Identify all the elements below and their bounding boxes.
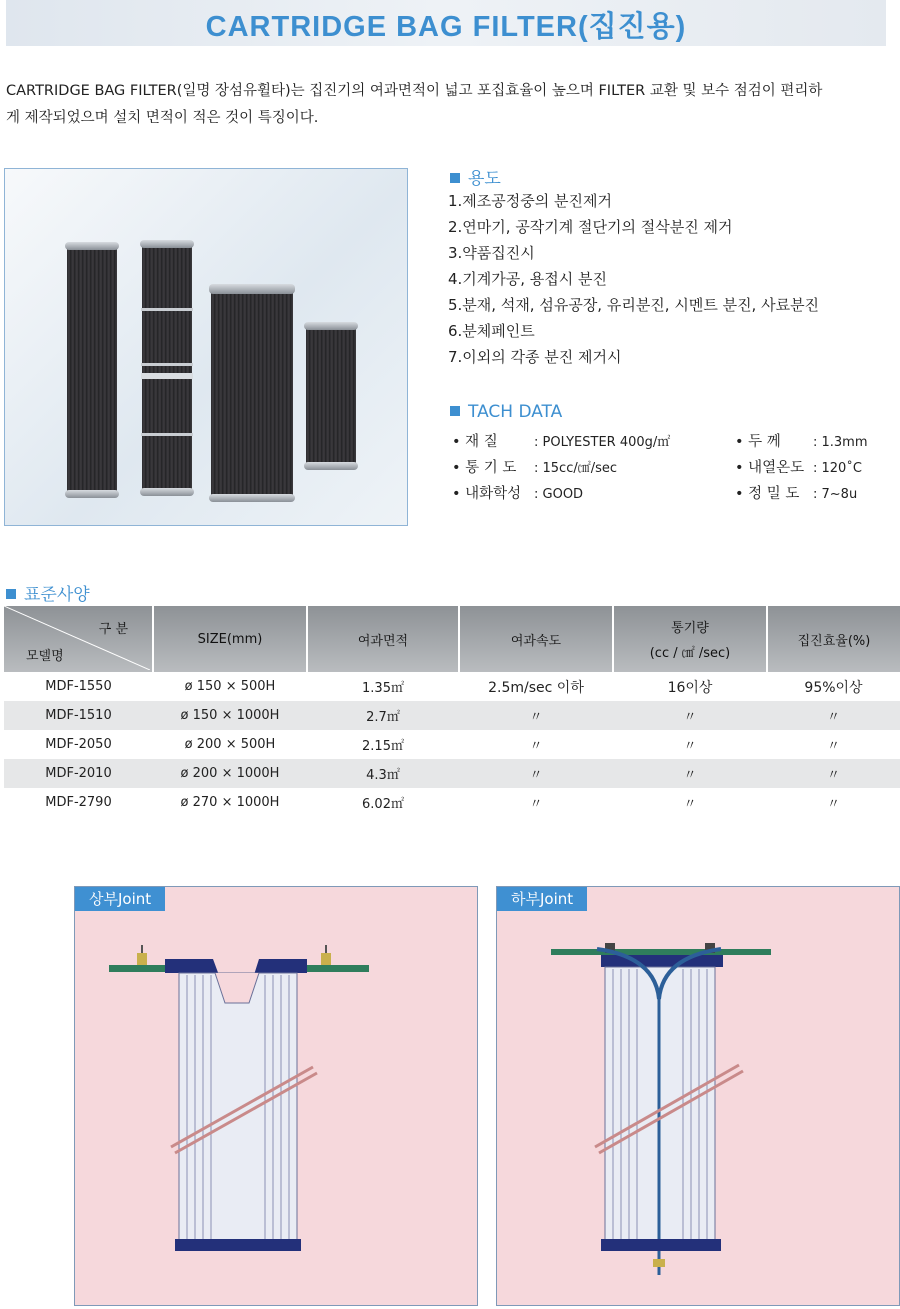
cell-efficiency: 95%이상 <box>767 672 900 701</box>
spec-thickness: • 두 께 : 1.3mm <box>735 434 868 450</box>
cell-speed: 〃 <box>459 730 613 759</box>
standard-spec-table <box>4 606 900 817</box>
lower-joint-diagram <box>496 886 900 1306</box>
lower-joint-illustration <box>497 887 900 1306</box>
cell-area: 6.02㎡ <box>307 788 459 817</box>
cell-model: MDF-1510 <box>4 701 153 730</box>
col-airflow-unit: (cc / ㎠ /sec) <box>649 646 731 661</box>
col-airflow <box>613 606 767 672</box>
cell-model: MDF-1550 <box>4 672 153 701</box>
spec-precision: • 정 밀 도 : 7~8u <box>735 486 858 502</box>
cell-efficiency: 〃 <box>767 730 900 759</box>
square-bullet-icon <box>450 173 460 183</box>
upper-joint-illustration <box>75 887 478 1306</box>
col-filter-area: 여과면적 <box>307 606 459 672</box>
cell-airflow: 16이상 <box>613 672 767 701</box>
cell-size: ø 150 × 500H <box>153 672 307 701</box>
usage-item: 6.분체페인트 <box>448 322 535 340</box>
usage-item: 4.기계가공, 용접시 분진 <box>448 270 608 288</box>
filter-cartridge-4 <box>306 325 356 467</box>
intro-paragraph <box>6 78 896 132</box>
corner-bottom-label: 모델명 <box>26 649 64 664</box>
cell-size: ø 200 × 1000H <box>153 759 307 788</box>
table-row <box>4 759 900 788</box>
upper-joint-label: 상부Joint <box>75 887 165 911</box>
cell-airflow: 〃 <box>613 730 767 759</box>
col-size: SIZE(mm) <box>153 606 307 672</box>
tech-heading: TACH DATA <box>450 402 562 422</box>
filter-cartridge-2 <box>142 243 192 493</box>
cell-size: ø 150 × 1000H <box>153 701 307 730</box>
spec-heat-resistance: • 내열온도 : 120˚C <box>735 460 862 476</box>
corner-top-label: 구 분 <box>98 622 128 637</box>
cell-speed: 2.5m/sec 이하 <box>459 672 613 701</box>
spec-material: • 재 질 : POLYESTER 400g/㎡ <box>452 434 671 450</box>
cell-speed: 〃 <box>459 788 613 817</box>
col-airflow-label: 통기량 <box>671 621 709 636</box>
usage-item: 2.연마기, 공작기계 절단기의 절삭분진 제거 <box>448 218 733 236</box>
filter-cartridge-1 <box>67 245 117 495</box>
table-row <box>4 672 900 701</box>
table-corner-header <box>4 606 153 672</box>
usage-heading: 용도 <box>450 164 501 189</box>
usage-item: 3.약품집진시 <box>448 244 535 262</box>
cell-airflow: 〃 <box>613 701 767 730</box>
cell-efficiency: 〃 <box>767 788 900 817</box>
lower-joint-label: 하부Joint <box>497 887 587 911</box>
cell-efficiency: 〃 <box>767 701 900 730</box>
cell-speed: 〃 <box>459 759 613 788</box>
cell-size: ø 200 × 500H <box>153 730 307 759</box>
page-title: CARTRIDGE BAG FILTER(집진용) <box>205 11 687 43</box>
cell-airflow: 〃 <box>613 788 767 817</box>
cell-area: 2.15㎡ <box>307 730 459 759</box>
usage-item: 5.분재, 석재, 섬유공장, 유리분진, 시멘트 분진, 사료분진 <box>448 296 820 314</box>
cell-area: 1.35㎡ <box>307 672 459 701</box>
cell-size: ø 270 × 1000H <box>153 788 307 817</box>
table-row <box>4 701 900 730</box>
filter-cartridge-3 <box>211 287 293 499</box>
table-row <box>4 788 900 817</box>
cell-area: 4.3㎡ <box>307 759 459 788</box>
square-bullet-icon <box>6 589 16 599</box>
product-photo <box>4 168 408 526</box>
cell-model: MDF-2790 <box>4 788 153 817</box>
upper-joint-diagram <box>74 886 478 1306</box>
cell-model: MDF-2010 <box>4 759 153 788</box>
spec-chemical-resistance: • 내화학성 : GOOD <box>452 486 584 502</box>
cell-efficiency: 〃 <box>767 759 900 788</box>
intro-line-1: CARTRIDGE BAG FILTER(일명 장섬유휠타)는 집진기의 여과면적이 넓고 포집효율이 높으며 FILTER 교환 및 보수 점검이 편리하 <box>6 83 823 99</box>
spec-permeability: • 통 기 도 : 15cc/㎠/sec <box>452 460 618 476</box>
usage-item: 7.이외의 각종 분진 제거시 <box>448 348 622 366</box>
cell-speed: 〃 <box>459 701 613 730</box>
table-row <box>4 730 900 759</box>
standard-heading: 표준사양 <box>6 580 90 605</box>
intro-line-2: 게 제작되었으며 설치 면적이 적은 것이 특징이다. <box>6 110 319 126</box>
usage-item: 1.제조공정중의 분진제거 <box>448 192 612 210</box>
col-filter-speed: 여과속도 <box>459 606 613 672</box>
cell-model: MDF-2050 <box>4 730 153 759</box>
col-efficiency: 집진효율(%) <box>767 606 900 672</box>
square-bullet-icon <box>450 406 460 416</box>
usage-list <box>448 188 819 370</box>
cell-area: 2.7㎡ <box>307 701 459 730</box>
cell-airflow: 〃 <box>613 759 767 788</box>
